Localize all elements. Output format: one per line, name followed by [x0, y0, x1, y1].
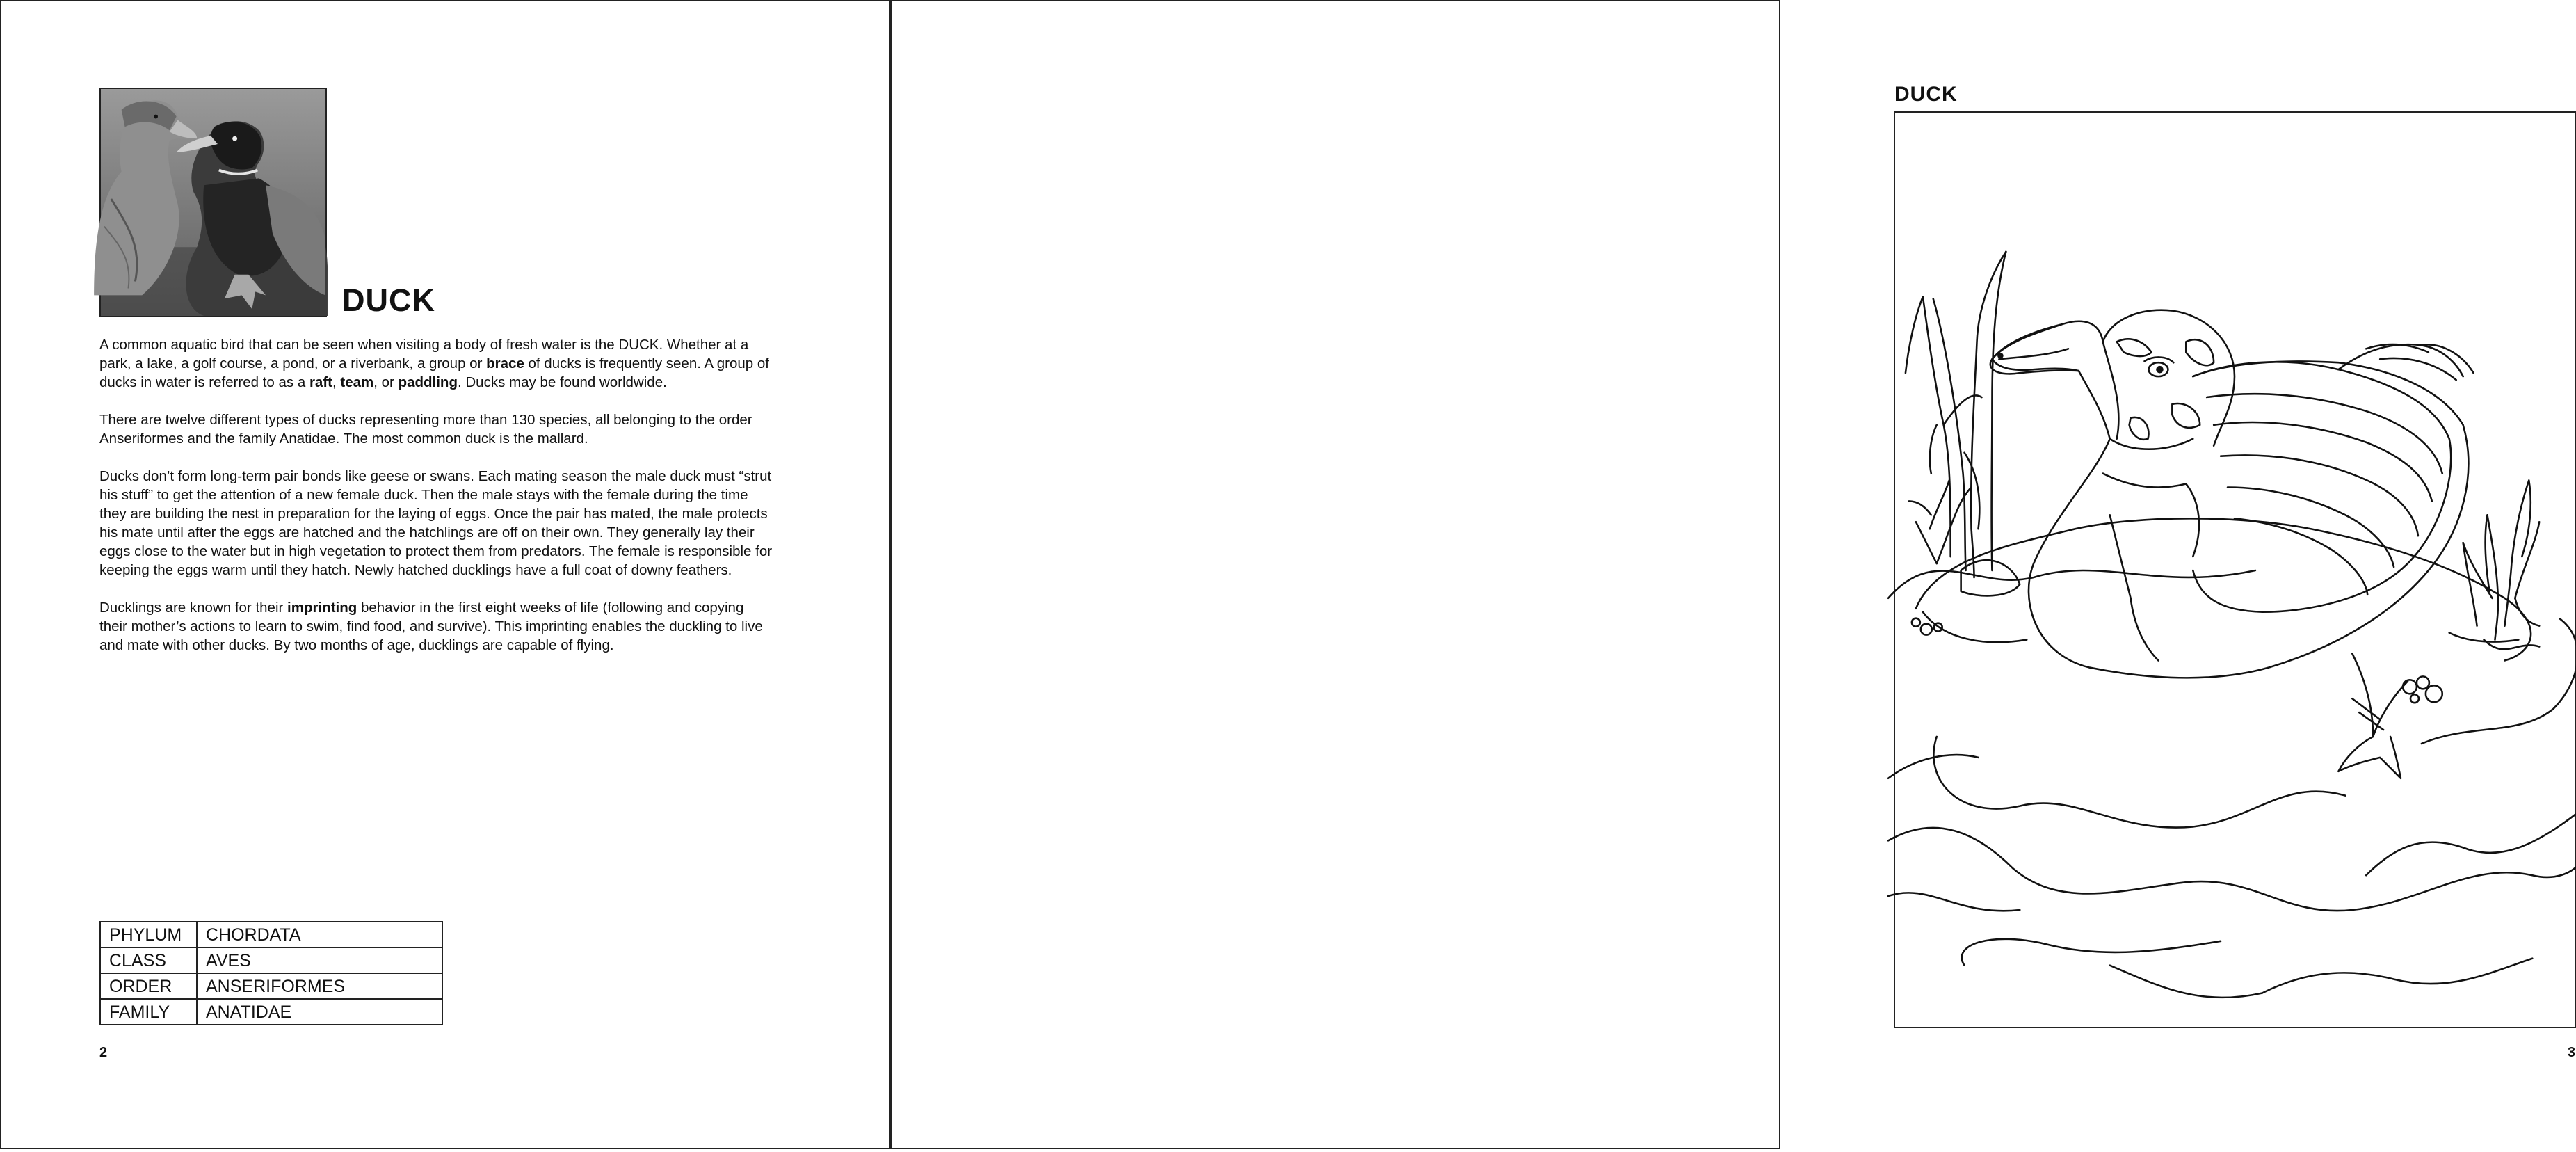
taxonomy-rank: PHYLUM	[100, 922, 197, 947]
page-number: 2	[99, 1045, 108, 1060]
duck-photo	[99, 88, 327, 317]
taxonomy-value: CHORDATA	[197, 922, 442, 947]
text-run: of ducks is frequently seen. A group of ducks in water is referred to as a	[99, 355, 769, 390]
text-run: Ducklings are known for their	[99, 600, 288, 616]
taxonomy-row	[100, 999, 442, 1025]
paragraph	[99, 598, 774, 655]
taxonomy-row	[100, 922, 442, 947]
taxonomy-rank: CLASS	[100, 947, 197, 973]
paragraph	[99, 335, 774, 392]
taxonomy-row	[100, 947, 442, 973]
paragraph	[99, 410, 774, 448]
text-run: There are twelve different types of ducks representing more than 130 species, all belonging to the order Anseriformes and the family Anatidae. The most common duck is the mallard.	[99, 412, 752, 447]
taxonomy-row	[100, 973, 442, 999]
taxonomy-rank: ORDER	[100, 973, 197, 999]
bold-term: paddling	[398, 374, 458, 390]
bold-term: raft	[309, 374, 332, 390]
text-run: , or	[373, 374, 399, 390]
text-run: A common aquatic bird that can be seen when visiting a body of fresh water is the DUCK. Whether at a park, a lake, a golf course, a pond, or a riverbank, a group or	[99, 337, 749, 371]
page-title: DUCK	[342, 282, 435, 318]
illustration-title: DUCK	[1894, 83, 1958, 106]
coloring-frame	[1894, 111, 2576, 1028]
taxonomy-value: AVES	[197, 947, 442, 973]
left-page	[0, 0, 890, 1149]
bold-term: team	[340, 374, 374, 390]
bold-term: brace	[486, 355, 524, 371]
taxonomy-table	[99, 921, 443, 1025]
duck-line-art	[1895, 113, 2575, 1027]
text-run: Ducks don’t form long-term pair bonds like geese or swans. Each mating season the male duck must “strut his stuff” to get the attention of a new female duck. Then the male stays with the female during the time they are building the nest in preparation for the laying of eggs. Once the pair has mated, the male protects his mate until after the eggs are hatched and the hatchlings are off on their own. They generally lay their eggs close to the water but in high vegetation to protect them from predators. The female is responsible for keeping the eggs warm until they hatch. Newly hatched ducklings have a full coat of downy feathers.	[99, 468, 773, 578]
text-run: ,	[332, 374, 341, 390]
right-page	[890, 0, 2576, 1149]
text-run: . Ducks may be found worldwide.	[457, 374, 667, 390]
paragraph	[99, 467, 774, 579]
taxonomy-value: ANSERIFORMES	[197, 973, 442, 999]
text-run: behavior in the first eight weeks of life (following and copying their mother’s actions to learn to swim, find food, and survive). This imprinting enables the duckling to live and mate with other ducks. By two months of age, ducklings are capable of flying.	[99, 600, 763, 653]
description-text	[99, 335, 774, 673]
page-number-right: 3	[2568, 1045, 2576, 1060]
duck-photo-image	[101, 89, 325, 316]
taxonomy-rank: FAMILY	[100, 999, 197, 1025]
taxonomy-value: ANATIDAE	[197, 999, 442, 1025]
bold-term: imprinting	[287, 600, 357, 616]
